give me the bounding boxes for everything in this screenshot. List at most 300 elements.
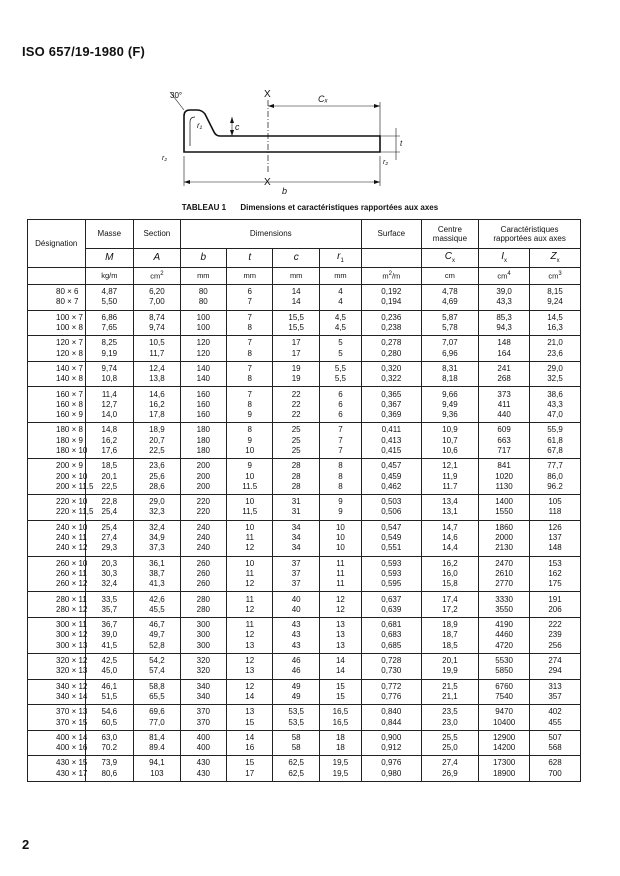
- value-cell: 29,0: [134, 495, 180, 508]
- value-cell: 3550: [479, 605, 530, 618]
- table-row: [28, 605, 581, 618]
- t-label: t: [400, 139, 403, 148]
- value-cell: 164: [479, 348, 530, 361]
- row-group: [28, 520, 581, 556]
- value-cell: 400: [180, 730, 226, 743]
- value-cell: 18,5: [85, 459, 134, 472]
- value-cell: 61,8: [530, 436, 581, 446]
- value-cell: 200: [180, 459, 226, 472]
- value-cell: 200: [180, 482, 226, 495]
- value-cell: 430: [180, 756, 226, 769]
- designation-cell: 200 × 10: [28, 471, 86, 481]
- table-row: [28, 630, 581, 640]
- designation-cell: 160 × 7: [28, 387, 86, 400]
- value-cell: 13: [227, 705, 273, 718]
- sym-b: b: [180, 249, 226, 268]
- value-cell: 9: [227, 410, 273, 423]
- value-cell: 9: [319, 495, 361, 508]
- value-cell: 4,87: [85, 285, 134, 298]
- value-cell: 28,6: [134, 482, 180, 495]
- value-cell: 9,74: [134, 323, 180, 336]
- value-cell: 4,5: [319, 323, 361, 336]
- value-cell: 4,5: [319, 310, 361, 323]
- value-cell: 568: [530, 743, 581, 756]
- value-cell: 0,595: [361, 579, 421, 592]
- table-row: [28, 556, 581, 569]
- value-cell: 15: [319, 679, 361, 692]
- value-cell: 46,1: [85, 679, 134, 692]
- value-cell: 13: [319, 618, 361, 631]
- value-cell: 46: [273, 666, 319, 679]
- value-cell: 0,322: [361, 374, 421, 387]
- designation-cell: 300 × 13: [28, 641, 86, 654]
- value-cell: 120: [180, 336, 226, 349]
- value-cell: 58,8: [134, 679, 180, 692]
- cx-label: Cₓ: [318, 94, 328, 104]
- value-cell: 663: [479, 436, 530, 446]
- value-cell: 9,74: [85, 361, 134, 374]
- value-cell: 34,9: [134, 533, 180, 543]
- table-number: TABLEAU 1: [181, 203, 227, 212]
- value-cell: 81,4: [134, 730, 180, 743]
- sym-c: c: [273, 249, 319, 268]
- value-cell: 12: [227, 543, 273, 556]
- unit-r1: mm: [319, 268, 361, 285]
- value-cell: 0,415: [361, 446, 421, 459]
- row-group: [28, 459, 581, 495]
- value-cell: 19: [273, 374, 319, 387]
- value-cell: 0,549: [361, 533, 421, 543]
- value-cell: 18,5: [421, 641, 479, 654]
- row-group: [28, 679, 581, 705]
- value-cell: 5,5: [319, 361, 361, 374]
- value-cell: 12900: [479, 730, 530, 743]
- value-cell: 58: [273, 730, 319, 743]
- value-cell: 0,459: [361, 471, 421, 481]
- value-cell: 96.2: [530, 482, 581, 495]
- col-dimensions: Dimensions: [180, 220, 361, 249]
- value-cell: 160: [180, 400, 226, 410]
- value-cell: 11: [227, 533, 273, 543]
- value-cell: 240: [180, 533, 226, 543]
- r2-label: r₂: [162, 155, 168, 162]
- value-cell: 15,8: [421, 579, 479, 592]
- value-cell: 14,4: [421, 543, 479, 556]
- designation-cell: 240 × 10: [28, 520, 86, 533]
- value-cell: 222: [530, 618, 581, 631]
- value-cell: 94,3: [479, 323, 530, 336]
- designation-cell: 340 × 14: [28, 692, 86, 705]
- value-cell: 206: [530, 605, 581, 618]
- value-cell: 47,0: [530, 410, 581, 423]
- value-cell: 43: [273, 618, 319, 631]
- value-cell: 85,3: [479, 310, 530, 323]
- value-cell: 25: [273, 436, 319, 446]
- value-cell: 30,3: [85, 569, 134, 579]
- value-cell: 7: [319, 446, 361, 459]
- value-cell: 373: [479, 387, 530, 400]
- value-cell: 260: [180, 556, 226, 569]
- value-cell: 11.7: [421, 482, 479, 495]
- value-cell: 29,0: [530, 361, 581, 374]
- table-row: [28, 471, 581, 481]
- value-cell: 13,1: [421, 507, 479, 520]
- designation-cell: 240 × 11: [28, 533, 86, 543]
- value-cell: 6,20: [134, 285, 180, 298]
- value-cell: 16,0: [421, 569, 479, 579]
- value-cell: 31: [273, 495, 319, 508]
- value-cell: 6: [319, 400, 361, 410]
- row-group: [28, 618, 581, 654]
- x-bottom-label: X: [264, 177, 271, 188]
- value-cell: 55,9: [530, 423, 581, 436]
- designation-cell: 120 × 7: [28, 336, 86, 349]
- value-cell: 4,78: [421, 285, 479, 298]
- value-cell: 370: [180, 717, 226, 730]
- value-cell: 17,6: [85, 446, 134, 459]
- value-cell: 0,912: [361, 743, 421, 756]
- value-cell: 0,976: [361, 756, 421, 769]
- value-cell: 12: [227, 679, 273, 692]
- value-cell: 137: [530, 533, 581, 543]
- value-cell: 14,6: [134, 387, 180, 400]
- value-cell: 34: [273, 543, 319, 556]
- value-cell: 1400: [479, 495, 530, 508]
- table-row: [28, 730, 581, 743]
- value-cell: 28: [273, 471, 319, 481]
- value-cell: 9: [227, 436, 273, 446]
- table-row: [28, 348, 581, 361]
- value-cell: 340: [180, 692, 226, 705]
- value-cell: 6: [319, 410, 361, 423]
- value-cell: 22: [273, 387, 319, 400]
- value-cell: 14,7: [421, 520, 479, 533]
- value-cell: 0,365: [361, 387, 421, 400]
- value-cell: 86,0: [530, 471, 581, 481]
- value-cell: 27,4: [421, 756, 479, 769]
- value-cell: 11,5: [227, 507, 273, 520]
- value-cell: 10: [319, 520, 361, 533]
- value-cell: 17: [273, 348, 319, 361]
- x-top-label: X: [264, 89, 271, 100]
- value-cell: 11: [227, 592, 273, 605]
- value-cell: 9,36: [421, 410, 479, 423]
- designation-cell: 180 × 10: [28, 446, 86, 459]
- value-cell: 10: [319, 533, 361, 543]
- value-cell: 0,457: [361, 459, 421, 472]
- value-cell: 430: [180, 769, 226, 782]
- value-cell: 18,7: [421, 630, 479, 640]
- value-cell: 19,5: [319, 769, 361, 782]
- value-cell: 0,411: [361, 423, 421, 436]
- value-cell: 43,3: [479, 297, 530, 310]
- value-cell: 320: [180, 653, 226, 666]
- value-cell: 16,3: [530, 323, 581, 336]
- value-cell: 7,00: [134, 297, 180, 310]
- value-cell: 17,2: [421, 605, 479, 618]
- value-cell: 191: [530, 592, 581, 605]
- value-cell: 45,5: [134, 605, 180, 618]
- value-cell: 400: [180, 743, 226, 756]
- value-cell: 280: [180, 605, 226, 618]
- value-cell: 14: [227, 730, 273, 743]
- table-row: [28, 769, 581, 782]
- value-cell: 411: [479, 400, 530, 410]
- value-cell: 0,730: [361, 666, 421, 679]
- col-surface: Surface: [361, 220, 421, 249]
- value-cell: 13: [227, 641, 273, 654]
- value-cell: 60,5: [85, 717, 134, 730]
- unit-masse: kg/m: [85, 268, 134, 285]
- value-cell: 7: [227, 297, 273, 310]
- value-cell: 23,6: [530, 348, 581, 361]
- col-section: Section: [134, 220, 180, 249]
- dimensions-table: [27, 219, 581, 782]
- value-cell: 15: [227, 717, 273, 730]
- value-cell: 7: [227, 310, 273, 323]
- value-cell: 18: [319, 730, 361, 743]
- row-group: [28, 285, 581, 311]
- value-cell: 4: [319, 285, 361, 298]
- value-cell: 357: [530, 692, 581, 705]
- value-cell: 33,5: [85, 592, 134, 605]
- sym-a: A: [134, 249, 180, 268]
- value-cell: 0,551: [361, 543, 421, 556]
- table-row: [28, 361, 581, 374]
- designation-cell: 200 × 11.5: [28, 482, 86, 495]
- table-row: [28, 400, 581, 410]
- designation-cell: 180 × 9: [28, 436, 86, 446]
- value-cell: 46: [273, 653, 319, 666]
- value-cell: 25,4: [85, 520, 134, 533]
- value-cell: 11: [227, 569, 273, 579]
- value-cell: 37,3: [134, 543, 180, 556]
- value-cell: 0,413: [361, 436, 421, 446]
- value-cell: 8,25: [85, 336, 134, 349]
- value-cell: 7: [227, 336, 273, 349]
- value-cell: 16,2: [134, 400, 180, 410]
- value-cell: 22: [273, 410, 319, 423]
- row-group: [28, 423, 581, 459]
- value-cell: 19: [273, 361, 319, 374]
- row-group: [28, 756, 581, 782]
- table-row: [28, 285, 581, 298]
- value-cell: 80: [180, 285, 226, 298]
- value-cell: 2610: [479, 569, 530, 579]
- designation-cell: 370 × 13: [28, 705, 86, 718]
- t2-label: r₂: [383, 159, 389, 166]
- value-cell: 49,7: [134, 630, 180, 640]
- designation-cell: 430 × 15: [28, 756, 86, 769]
- value-cell: 5: [319, 348, 361, 361]
- unit-ix: $cm^4$: [479, 268, 530, 285]
- table-row: [28, 618, 581, 631]
- value-cell: 160: [180, 410, 226, 423]
- value-cell: 841: [479, 459, 530, 472]
- value-cell: 260: [180, 569, 226, 579]
- value-cell: 5: [319, 336, 361, 349]
- value-cell: 25: [273, 423, 319, 436]
- value-cell: 8: [319, 471, 361, 481]
- value-cell: 17: [273, 336, 319, 349]
- value-cell: 100: [180, 323, 226, 336]
- value-cell: 10,5: [134, 336, 180, 349]
- value-cell: 10: [227, 471, 273, 481]
- value-cell: 11,7: [134, 348, 180, 361]
- value-cell: 160: [180, 387, 226, 400]
- value-cell: 25: [273, 446, 319, 459]
- value-cell: 51,5: [85, 692, 134, 705]
- row-group: [28, 730, 581, 756]
- designation-cell: 320 × 13: [28, 666, 86, 679]
- value-cell: 43: [273, 641, 319, 654]
- table-row: [28, 592, 581, 605]
- value-cell: 9,49: [421, 400, 479, 410]
- value-cell: 220: [180, 495, 226, 508]
- value-cell: 54,6: [85, 705, 134, 718]
- value-cell: 10: [227, 556, 273, 569]
- value-cell: 37: [273, 579, 319, 592]
- designation-cell: 300 × 12: [28, 630, 86, 640]
- value-cell: 14200: [479, 743, 530, 756]
- value-cell: 70.2: [85, 743, 134, 756]
- table-row: [28, 436, 581, 446]
- table-row: [28, 717, 581, 730]
- value-cell: 148: [530, 543, 581, 556]
- value-cell: 9,66: [421, 387, 479, 400]
- value-cell: 89.4: [134, 743, 180, 756]
- unit-zx: $cm^3$: [530, 268, 581, 285]
- value-cell: 0,681: [361, 618, 421, 631]
- designation-cell: 80 × 6: [28, 285, 86, 298]
- sym-cx: $C_x$: [421, 249, 479, 268]
- value-cell: 239: [530, 630, 581, 640]
- value-cell: 0,236: [361, 310, 421, 323]
- table-row: [28, 459, 581, 472]
- value-cell: 20,7: [134, 436, 180, 446]
- value-cell: 9: [227, 459, 273, 472]
- value-cell: 0,900: [361, 730, 421, 743]
- col-centre: Centre massique: [421, 220, 479, 249]
- value-cell: 23,0: [421, 717, 479, 730]
- value-cell: 0,320: [361, 361, 421, 374]
- value-cell: 14: [273, 285, 319, 298]
- value-cell: 153: [530, 556, 581, 569]
- value-cell: 12,7: [85, 400, 134, 410]
- value-cell: 40: [273, 605, 319, 618]
- value-cell: 43,3: [530, 400, 581, 410]
- unit-section: $cm^2$: [134, 268, 180, 285]
- designation-cell: 220 × 11,5: [28, 507, 86, 520]
- value-cell: 21,0: [530, 336, 581, 349]
- value-cell: 13,8: [134, 374, 180, 387]
- designation-cell: 280 × 11: [28, 592, 86, 605]
- value-cell: 80,6: [85, 769, 134, 782]
- designation-cell: 140 × 8: [28, 374, 86, 387]
- value-cell: 16,5: [319, 717, 361, 730]
- value-cell: 2130: [479, 543, 530, 556]
- value-cell: 22,8: [85, 495, 134, 508]
- value-cell: 700: [530, 769, 581, 782]
- value-cell: 180: [180, 423, 226, 436]
- value-cell: 18,9: [134, 423, 180, 436]
- designation-cell: 370 × 15: [28, 717, 86, 730]
- designation-cell: 100 × 8: [28, 323, 86, 336]
- value-cell: 43: [273, 630, 319, 640]
- value-cell: 5850: [479, 666, 530, 679]
- value-cell: 14,0: [85, 410, 134, 423]
- value-cell: 21,5: [421, 679, 479, 692]
- value-cell: 148: [479, 336, 530, 349]
- value-cell: 15,5: [273, 323, 319, 336]
- value-cell: 41,3: [134, 579, 180, 592]
- sym-r1: $r_1$: [319, 249, 361, 268]
- value-cell: 8,74: [134, 310, 180, 323]
- value-cell: 62,5: [273, 769, 319, 782]
- sym-t: t: [227, 249, 273, 268]
- value-cell: 118: [530, 507, 581, 520]
- value-cell: 10,8: [85, 374, 134, 387]
- value-cell: 8,18: [421, 374, 479, 387]
- col-masse: Masse: [85, 220, 134, 249]
- value-cell: 20,1: [421, 653, 479, 666]
- value-cell: 0,728: [361, 653, 421, 666]
- designation-cell: 400 × 14: [28, 730, 86, 743]
- value-cell: 260: [180, 579, 226, 592]
- table-row: [28, 520, 581, 533]
- value-cell: 628: [530, 756, 581, 769]
- value-cell: 0,980: [361, 769, 421, 782]
- value-cell: 13: [319, 641, 361, 654]
- value-cell: 27,4: [85, 533, 134, 543]
- value-cell: 4190: [479, 618, 530, 631]
- value-cell: 32,3: [134, 507, 180, 520]
- angle-label: 30°: [170, 91, 183, 100]
- document-header: ISO 657/19-1980 (F): [22, 44, 146, 59]
- value-cell: 11,9: [421, 471, 479, 481]
- table-row: [28, 297, 581, 310]
- table-row: [28, 495, 581, 508]
- designation-cell: 180 × 8: [28, 423, 86, 436]
- value-cell: 0,462: [361, 482, 421, 495]
- value-cell: 103: [134, 769, 180, 782]
- r1-label: r₁: [197, 121, 203, 130]
- value-cell: 28: [273, 482, 319, 495]
- value-cell: 37: [273, 569, 319, 579]
- value-cell: 0,593: [361, 556, 421, 569]
- table-row: [28, 743, 581, 756]
- value-cell: 38,7: [134, 569, 180, 579]
- value-cell: 7,65: [85, 323, 134, 336]
- value-cell: 35,7: [85, 605, 134, 618]
- table-row: [28, 533, 581, 543]
- value-cell: 13: [227, 666, 273, 679]
- value-cell: 0,639: [361, 605, 421, 618]
- value-cell: 17,4: [421, 592, 479, 605]
- value-cell: 16,2: [421, 556, 479, 569]
- value-cell: 8: [227, 400, 273, 410]
- value-cell: 1860: [479, 520, 530, 533]
- value-cell: 0,840: [361, 705, 421, 718]
- value-cell: 16,2: [85, 436, 134, 446]
- value-cell: 8,31: [421, 361, 479, 374]
- value-cell: 14: [227, 692, 273, 705]
- value-cell: 10: [227, 520, 273, 533]
- table-row: [28, 387, 581, 400]
- value-cell: 38,6: [530, 387, 581, 400]
- value-cell: 46,7: [134, 618, 180, 631]
- table-row: [28, 410, 581, 423]
